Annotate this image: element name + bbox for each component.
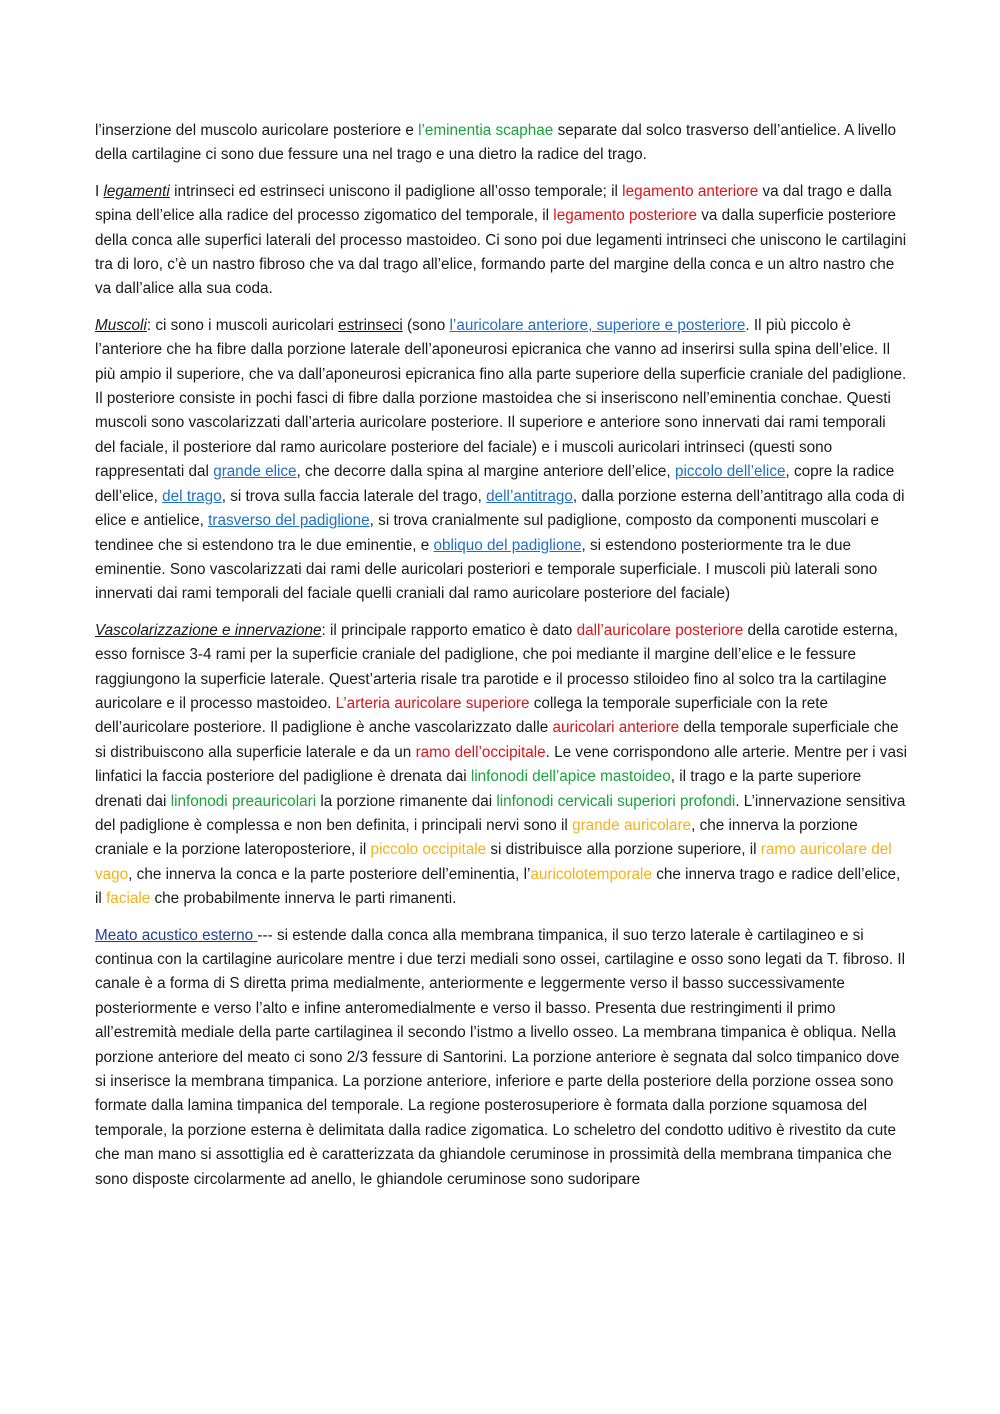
text-run: separate dal solco trasverso dell’antielice. A livello della cartilagine ci sono due fessure una nel trago e una dietro la radice del trago. [95, 122, 896, 164]
text-run: , il trago e la parte superiore drenati dai [95, 768, 862, 810]
text-run: I [95, 182, 104, 200]
term-grande-auricolare: grande auricolare [572, 816, 692, 834]
text-run: (sono [402, 316, 450, 334]
link-antitrago[interactable]: dell’antitrago [486, 487, 573, 505]
term-linfonodi-cervicali: linfonodi cervicali superiori profondi [496, 792, 736, 810]
link-obliquo-padiglione[interactable]: obliquo del padiglione [433, 536, 582, 554]
paragraph-legamenti [95, 180, 910, 302]
term-ramo-auricolare-vago: ramo auricolare del vago [95, 841, 892, 883]
document-body [95, 119, 910, 1204]
term-ramo-occipitale: ramo dell’occipitale [415, 743, 546, 761]
text-run: --- si estende dalla conca alla membrana timpanica, il suo terzo laterale è cartilagineo e si continua con la cartilagine auricolare mentre i due terzi mediali sono ossei, cartilagine e osso sono legati da T. fibroso. Il canale è a forma di S diretta prima medialmente, anteriormente e leggermente verso il basso successivamente posteriormente e verso l’alto e infine anteromedialmente e verso il basso. Presenta due restringimenti il primo all’estremità mediale della parte cartilaginea il secondo l’istmo a livello osseo. La membrana timpanica è obliqua. Nella porzione anteriore del meato ci sono 2/3 fessure di Santorini. La porzione anteriore è segnata dal solco timpanico dove si inserisce la membrana timpanica. La porzione anteriore, inferiore e parte della posteriore della porzione ossea sono formate dalla lamina timpanica del temporale. La regione posterosuperiore è formata dalla porzione squamosa del temporale, la porzione esterna è delimitata dalla radice zigomatica. Lo scheletro del condotto uditivo è rivestito da cute che man mano si assottiglia ed è caratterizzata da ghiandole ceruminose in prossimità della membrana timpanica che sono disposte circolarmente ad anello, le ghiandole ceruminose sono sudoripare [95, 926, 906, 1188]
heading-vascolarizzazione: Vascolarizzazione e innervazione [95, 621, 322, 639]
text-run: , si estendono posteriormente tra le due eminentie. Sono vascolarizzati dai rami delle auricolari posteriori e temporale superficiale. I muscoli più laterali sono innervati dai rami temporali del faciale quelli craniali dal ramo auricolare posteriore del faciale) [95, 536, 878, 603]
term-arteria-auricolare-superiore: L’arteria auricolare superiore [335, 694, 530, 712]
text-run: , copre la radice dell’elice, [95, 463, 895, 505]
text-run: . Le vene corrispondono alle arterie. Mentre per i vasi linfatici la faccia posteriore del padiglione è drenata dai [95, 743, 908, 786]
text-run: , si trova sulla faccia laterale del trago, [221, 487, 487, 505]
text-run: che innerva trago e radice dell’elice, il [95, 865, 901, 908]
term-estrinseci: estrinseci [338, 316, 403, 334]
text-run: che probabilmente innerva le parti rimanenti. [150, 890, 457, 908]
link-del-trago[interactable]: del trago [162, 487, 222, 505]
text-run: , dalla porzione esterna dell’antitrago alla coda di elice e antielice, [95, 487, 905, 530]
link-trasverso-padiglione[interactable]: trasverso del padiglione [208, 512, 370, 530]
term-eminentia-scaphae: l’eminentia scaphae [418, 122, 554, 139]
term-auricolare-posteriore: dall’auricolare posteriore [576, 621, 744, 639]
text-run: , che innerva la porzione craniale e la porzione lateroposteriore, il [95, 816, 858, 859]
text-run: , che decorre dalla spina al margine anteriore dell’elice, [296, 463, 675, 481]
text-run: va dal trago e dalla spina dell’elice alla radice del processo zigomatico del temporale, il [95, 182, 892, 225]
text-run: collega la temporale superficiale con la rete dell’auricolare posteriore. Il padiglione è anche vascolarizzato dalle [95, 694, 828, 737]
text-run: la porzione rimanente dai [316, 792, 497, 810]
text-run: della temporale superficiale che si distribuiscono alla superficie laterale e da un [95, 719, 899, 761]
paragraph-vascolarizzazione [95, 619, 910, 912]
text-run: , si trova cranialmente sul padiglione, composto da componenti muscolari e tendinee che si estendono tra le due eminentie, e [95, 512, 879, 554]
link-grande-elice[interactable]: grande elice [213, 463, 297, 481]
paragraph-meato [95, 924, 910, 1192]
text-run: della carotide esterna, esso fornisce 3-4 rami per la superficie craniale del padiglione, che poi mediante il margine dell’elice e le fessure raggiungono la superficie laterale. Quest’arteria risale tra parotide e il processo stiloideo fino al solco tra la cartilagine auricolare e il processo mastoideo. [95, 621, 898, 712]
text-run: va dalla superficie posteriore della conca alle superfici laterali del processo mastoideo. Ci sono poi due legamenti intrinseci che uniscono le cartilagini tra di loro, c’è un nastro fibroso che va dal trago all’elice, formando parte del margine della conca e un altro nastro che va dall’alice alla sua coda. [95, 207, 907, 298]
text-run: . Il più piccolo è l’anteriore che ha fibre dalla porzione laterale dell’aponeurosi epicranica che vanno ad inserirsi sulla spina dell’elice. Il più ampio il superiore, che va dall’aponeurosi epicranica fino alla parte superiore della superficie craniale del padiglione. Il posteriore consiste in pochi fasci di fibre dalla porzione mastoidea che si inseriscono nell’eminentia conchae. Questi muscoli sono vascolarizzati dall’arteria auricolare posteriore. Il superiore e anteriore sono innervati dai rami temporali del faciale, il posteriore dal ramo auricolare posteriore del faciale) e i muscoli auricolari intrinseci (questi sono rappresentati dal [95, 316, 907, 481]
text-run: : ci sono i muscoli auricolari [146, 316, 339, 334]
term-linfonodi-preauricolari: linfonodi preauricolari [170, 792, 317, 810]
term-linfonodi-apice-mastoideo: linfonodi dell’apice mastoideo [470, 768, 671, 786]
link-meato-acustico-esterno[interactable]: Meato acustico esterno [95, 926, 258, 944]
term-auricolotemporale: auricolotemporale [530, 865, 652, 883]
term-faciale: faciale [106, 890, 151, 908]
text-run: intrinseci ed estrinseci uniscono il padiglione all’osso temporale; il [169, 182, 623, 200]
heading-muscoli: Muscoli [95, 316, 147, 334]
term-legamento-anteriore: legamento anteriore [622, 182, 759, 200]
text-run: si distribuisce alla porzione superiore, il [486, 841, 761, 859]
link-auricolare-ant-sup-post[interactable]: l’auricolare anteriore, superiore e posteriore [449, 316, 746, 334]
link-piccolo-elice[interactable]: piccolo dell’elice [674, 463, 786, 481]
term-auricolari-anteriore: auricolari anteriore [552, 719, 680, 737]
text-run: : il principale rapporto ematico è dato [321, 621, 577, 639]
heading-legamenti: legamenti [103, 182, 170, 200]
paragraph-muscoli [95, 314, 910, 607]
text-run: , che innerva la conca e la parte posteriore dell’eminentia, l’ [128, 865, 531, 883]
text-run: l’inserzione del muscolo auricolare posteriore e [95, 122, 419, 139]
text-run: . L’innervazione sensitiva del padiglione è complessa e non ben definita, i principali nervi sono il [95, 792, 906, 834]
term-piccolo-occipitale: piccolo occipitale [370, 841, 487, 859]
paragraph-eminentia [95, 119, 910, 168]
term-legamento-posteriore: legamento posteriore [553, 207, 698, 225]
